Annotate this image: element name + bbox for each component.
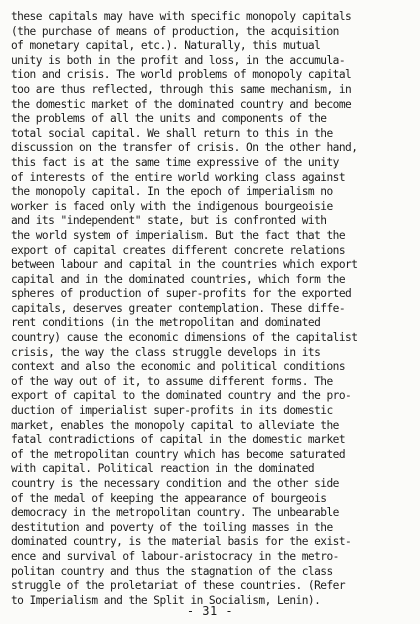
text-line: and its "independent" state, but is confronted with (11, 214, 327, 228)
text-line: unity is both in the profit and loss, in the accumula- (11, 53, 346, 67)
text-line: the world system of imperialism. But the fact that the (11, 228, 346, 242)
text-line: market, enables the monopoly capital to alleviate the (11, 418, 339, 432)
text-line: democracy in the metropolitan country. The unbearable (11, 506, 339, 520)
text-line: crisis, the way the class struggle develops in its (11, 345, 321, 359)
text-line: duction of imperialist super-profits in its domestic (11, 404, 333, 418)
text-line: rent conditions (in the metropolitan and dominated (11, 316, 321, 330)
text-line: of interests of the entire world working class against (11, 170, 346, 184)
text-line: country is the necessary condition and the other side (11, 477, 339, 490)
text-line: (the purchase of means of production, the acquisition (11, 24, 339, 38)
text-line: too are thus reflected, through this same mechanism, in (11, 82, 352, 96)
text-line: to Imperialism and the Split in Socialism, Lenin). (11, 593, 321, 607)
text-line: destitution and poverty of the toiling masses in the (11, 520, 333, 534)
text-line: spheres of production of super-profits for the exported (11, 287, 352, 301)
text-line: capitals, deserves greater contemplation. These diffe- (11, 301, 346, 315)
text-line: between labour and capital in the countries which export (11, 258, 358, 272)
text-line: these capitals may have with specific monopoly capitals (11, 10, 352, 23)
text-line: ence and survival of labour-aristocracy in the metro- (11, 549, 339, 563)
text-line: struggle of the proletariat of these countries. (Refer (11, 579, 346, 593)
text-line: export of capital creates different concrete relations (11, 243, 346, 257)
text-line: of the medal of keeping the appearance of bourgeois (11, 491, 327, 505)
text-line: the domestic market of the dominated country and become (11, 97, 352, 111)
text-line: dominated country, is the material basis for the exist- (11, 535, 352, 549)
text-line: capital and in the dominated countries, which form the (11, 272, 346, 286)
text-line: tion and crisis. The world problems of monopoly capital (11, 68, 352, 82)
page-number: - 31 - (186, 604, 234, 618)
text-line: total social capital. We shall return to this in the (11, 126, 333, 140)
text-line: politan country and thus the stagnation of the class (11, 564, 333, 578)
text-line: discussion on the transfer of crisis. On the other hand, (11, 141, 358, 155)
text-line: of the metropolitan country which has become saturated (11, 447, 346, 461)
text-line: with capital. Political reaction in the dominated (11, 462, 315, 476)
body-text (11, 10, 416, 608)
text-line: of monetary capital, etc.). Naturally, this mutual (11, 39, 321, 53)
text-line: country) cause the economic dimensions of the capitalist (11, 331, 358, 345)
text-line: export of capital to the dominated country and the pro- (11, 389, 352, 403)
text-line: this fact is at the same time expressive of the unity (11, 155, 339, 169)
text-line: the monopoly capital. In the epoch of imperialism no (11, 185, 333, 199)
text-line: worker is faced only with the indigenous bourgeoisie (11, 199, 333, 213)
text-line: fatal contradictions of capital in the domestic market (11, 433, 346, 447)
text-line: the problems of all the units and components of the (11, 112, 327, 126)
text-line: of the way out of it, to assume different forms. The (11, 374, 333, 388)
text-line: context and also the economic and political conditions (11, 360, 346, 374)
